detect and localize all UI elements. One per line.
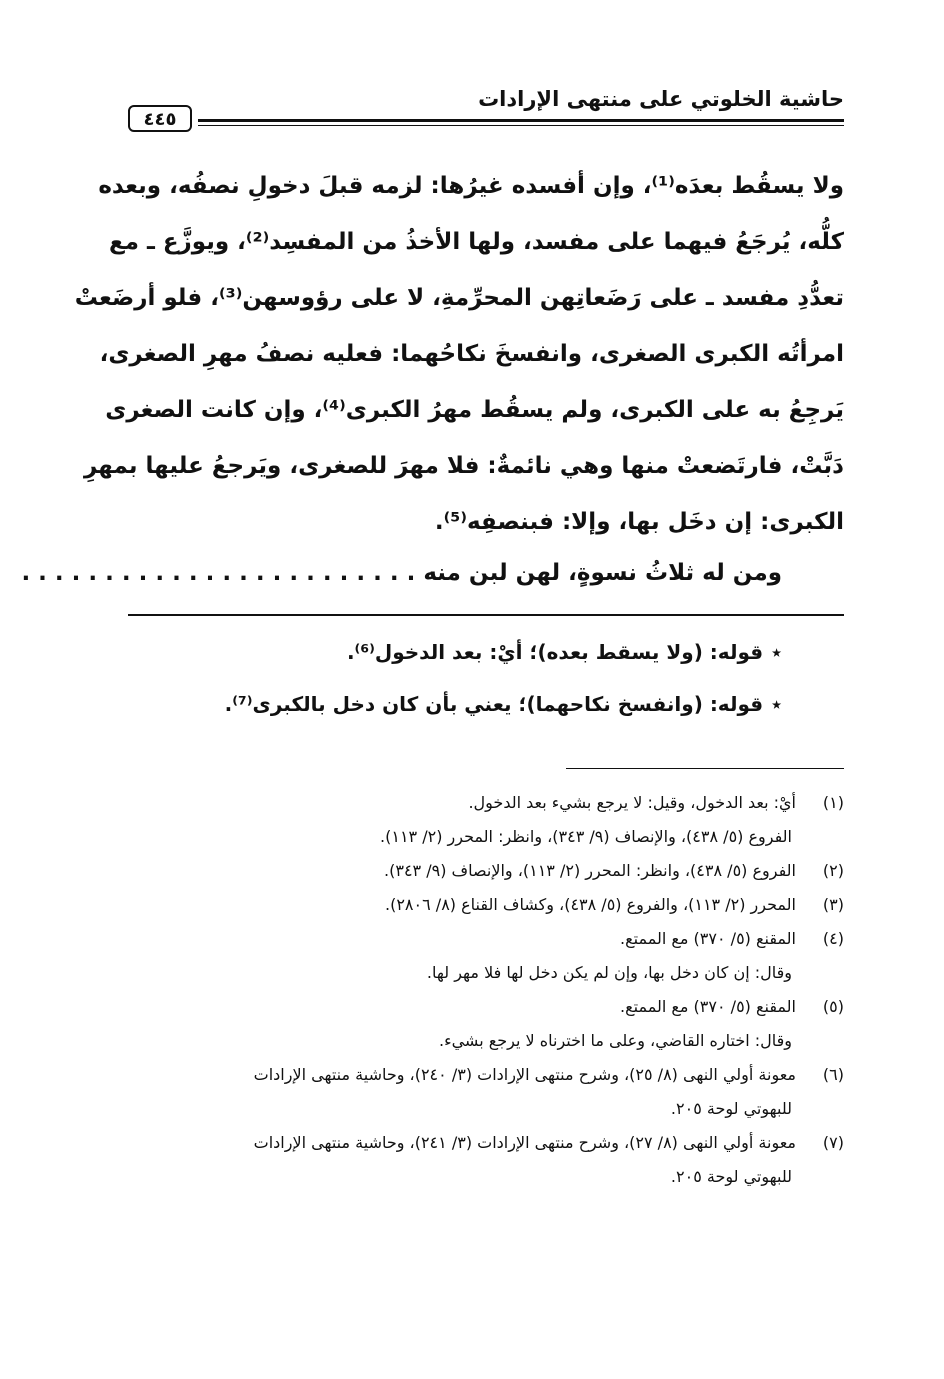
footnote-number: (٤) — [822, 929, 844, 948]
page-number: ٤٤٥ — [128, 105, 192, 132]
commentary-text: قوله: (وانفسخ نكاحهما)؛ يعني بأن كان دخل بالكبرى⁽⁷⁾. — [224, 692, 764, 716]
commentary-text: قوله: (ولا يسقط بعده)؛ أيْ: بعد الدخول⁽⁶⁾. — [346, 640, 764, 664]
main-line: كلُّه، يُرجَعُ فيهما على مفسد، ولها الأخذُ من المفسِد⁽²⁾، ويوزَّع ـ مع — [109, 229, 844, 255]
footnote-continued: وقال: اختاره القاضي، وعلى ما اخترناه لا يرجع بشيء. — [438, 1031, 792, 1050]
continued-text: ومن له ثلاثُ نسوةٍ، لهن لبن منه — [423, 560, 782, 586]
footnote — [128, 854, 844, 888]
footnote-text: معونة أولي النهى (٨/ ٢٧)، وشرح منتهى الإرادات (٣/ ٢٤١)، وحاشية منتهى الإرادات — [253, 1133, 796, 1152]
footnote — [128, 888, 844, 922]
main-line: دَبَّتْ، فارتَضعتْ منها وهي نائمةٌ: فلا مهرَ للصغرى، ويَرجعُ عليها بمهرِ — [83, 453, 844, 479]
main-line-continued — [21, 550, 844, 600]
header-rule — [198, 119, 844, 126]
footnote — [128, 786, 844, 820]
footnote — [128, 990, 844, 1024]
main-line: الكبرى: إن دخَل بها، وإلا: فبنصفِه⁽⁵⁾. — [434, 509, 844, 535]
footnote-continued: للبهوتي لوحة ٢٠٥. — [670, 1099, 792, 1118]
commentary-item — [128, 678, 844, 730]
footnote-continued: وقال: إن كان دخل بها، وإن لم يكن دخل لها فلا مهر لها. — [426, 963, 792, 982]
footnote-continued: للبهوتي لوحة ٢٠٥. — [670, 1167, 792, 1186]
main-text — [21, 158, 844, 600]
footnote-number: (٥) — [822, 997, 844, 1016]
footnote-text: معونة أولي النهى (٨/ ٢٥)، وشرح منتهى الإرادات (٣/ ٢٤٠)، وحاشية منتهى الإرادات — [253, 1065, 796, 1084]
footnote-number: (٣) — [822, 895, 844, 914]
main-line: ولا يسقُط بعدَه⁽¹⁾، وإن أفسده غيرُها: لزمه قبلَ دخولِ نصفُه، وبعده — [98, 173, 844, 199]
footnote — [128, 922, 844, 956]
footnote-continued: الفروع (٥/ ٤٣٨)، والإنصاف (٩/ ٣٤٣)، وانظر: المحرر (٢/ ١١٣). — [380, 827, 792, 846]
main-line: امرأتُه الكبرى الصغرى، وانفسخَ نكاحُهما: فعليه نصفُ مهرِ الصغرى، — [99, 341, 844, 367]
commentary-item — [128, 626, 844, 678]
footnote-number: (٢) — [822, 861, 844, 880]
footnote-number: (١) — [822, 793, 844, 812]
main-line: يَرجِعُ به على الكبرى، ولم يسقُط مهرُ الكبرى⁽⁴⁾، وإن كانت الصغرى — [105, 397, 844, 423]
footnote-divider — [566, 768, 844, 769]
header-title: حاشية الخلوتي على منتهى الإرادات — [478, 87, 844, 111]
footnote-text: المقنع (٥/ ٣٧٠) مع الممتع. — [620, 929, 796, 948]
footnote-text: أيْ: بعد الدخول، وقيل: لا يرجع بشيء بعد الدخول. — [468, 793, 796, 812]
footnote-text: المحرر (٢/ ١١٣)، والفروع (٥/ ٤٣٨)، وكشاف القناع (٨/ ٢٨٠٦). — [385, 895, 796, 914]
dot-leader: . . . . . . . . . . . . . . . . . . . . . . . . — [21, 560, 416, 586]
main-divider — [128, 614, 844, 616]
footnote — [128, 1126, 844, 1160]
footnote-text: المقنع (٥/ ٣٧٠) مع الممتع. — [620, 997, 796, 1016]
commentary — [128, 626, 844, 730]
footnote-number: (٦) — [822, 1065, 844, 1084]
footnote-number: (٧) — [822, 1133, 844, 1152]
footnote — [128, 1058, 844, 1092]
running-header — [128, 82, 844, 132]
star-icon: ٭ — [771, 692, 782, 716]
star-icon: ٭ — [771, 640, 782, 664]
main-line: تعدُّدِ مفسد ـ على رَضَعاتِهن المحرِّمةِ، لا على رؤوسهن⁽³⁾، فلو أرضَعتْ — [74, 285, 844, 311]
footnotes — [128, 786, 844, 1194]
footnote-text: الفروع (٥/ ٤٣٨)، وانظر: المحرر (٢/ ١١٣)، والإنصاف (٩/ ٣٤٣). — [384, 861, 796, 880]
